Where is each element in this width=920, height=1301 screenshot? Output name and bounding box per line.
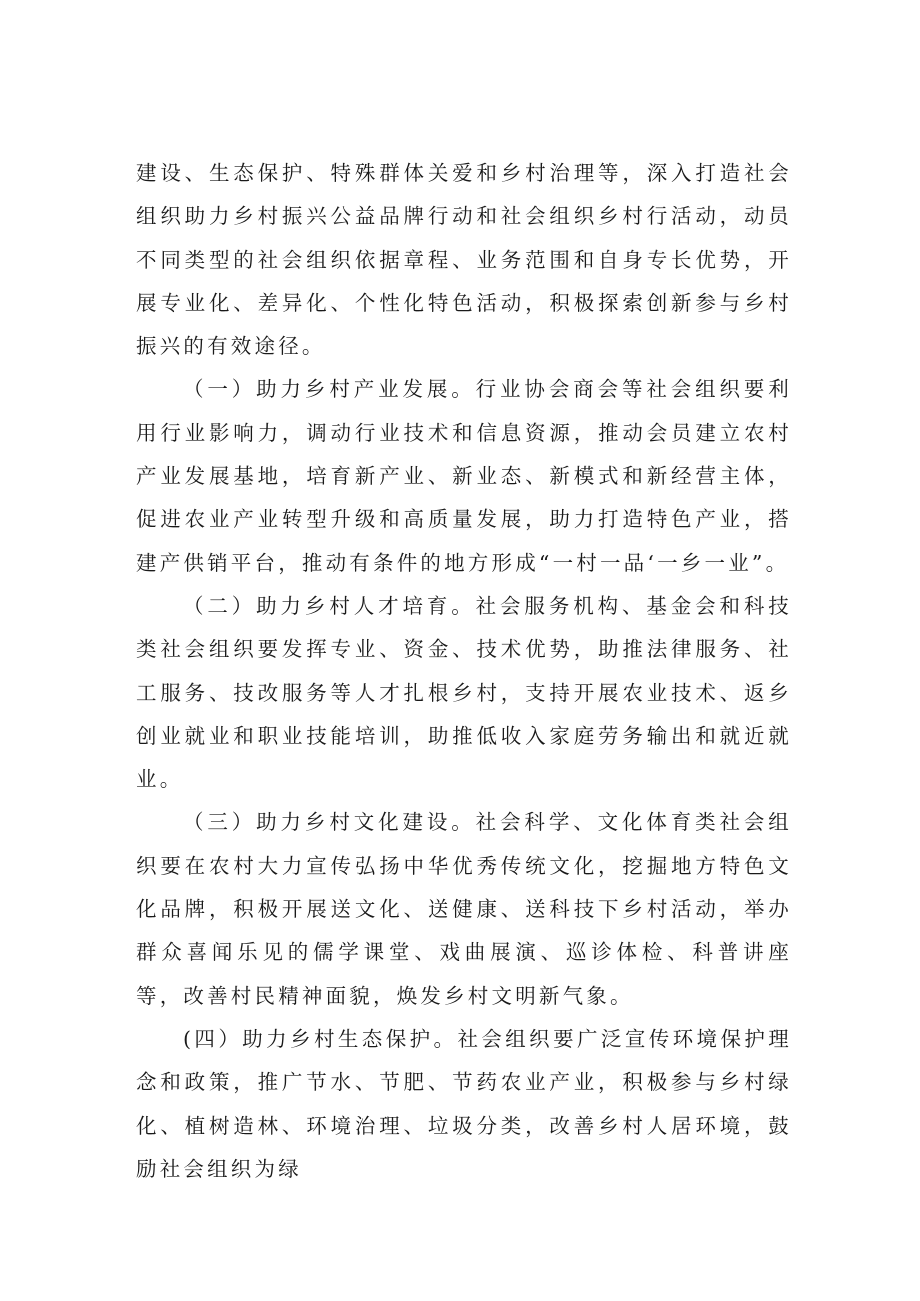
paragraph-industry-development [136,368,792,584]
paragraph-continuation [136,152,792,368]
paragraph-heading: （三）助力乡村文化建设。 [183,810,476,835]
paragraph-text: 社会科学、文化体育类社会组织要在农村大力宣传弘扬中华优秀传统文化，挖掘地方特色文化品牌，积极开展送文化、送健康、送科技下乡村活动，举办群众喜闻乐见的儒学课堂、戏曲展演、巡诊体检、科普讲座等，改善村民精神面貌，焕发乡村文明新气象。 [136,810,792,1008]
paragraph-heading: (四）助力乡村生态保护。 [183,1026,458,1051]
paragraph-culture-building [136,801,792,1017]
paragraph-text: 建设、生态保护、特殊群体关爱和乡村治理等，深入打造社会组织助力乡村振兴公益品牌行动和社会组织乡村行活动，动员不同类型的社会组织依据章程、业务范围和自身专长优势，开展专业化、差异化、个性化特色活动，积极探索创新参与乡村振兴的有效途径。 [136,161,792,359]
paragraph-text: 行业协会商会等社会组织要利用行业影响力，调动行业技术和信息资源，推动会员建立农村产业发展基地，培育新产业、新业态、新模式和新经营主体，促进农业产业转型升级和高质量发展，助力打造特色产业，搭建产供销平台，推动有条件的地方形成“一村一品‘一乡一业”。 [136,377,792,575]
paragraph-talent-cultivation [136,585,792,801]
paragraph-heading: （二）助力乡村人才培育。 [183,593,476,618]
paragraph-text: 社会服务机构、基金会和科技类社会组织要发挥专业、资金、技术优势，助推法律服务、社工服务、技改服务等人才扎根乡村，支持开展农业技术、返乡创业就业和职业技能培训，助推低收入家庭劳务输出和就近就业。 [136,593,792,792]
document-body [136,152,792,1191]
paragraph-ecological-protection [136,1018,792,1191]
paragraph-text: 社会组织要广泛宣传环境保护理念和政策，推广节水、节肥、节药农业产业，积极参与乡村绿化、植树造林、环境治理、垃圾分类，改善乡村人居环境，鼓励社会组织为绿 [136,1026,792,1181]
paragraph-heading: （一）助力乡村产业发展。 [183,377,476,402]
